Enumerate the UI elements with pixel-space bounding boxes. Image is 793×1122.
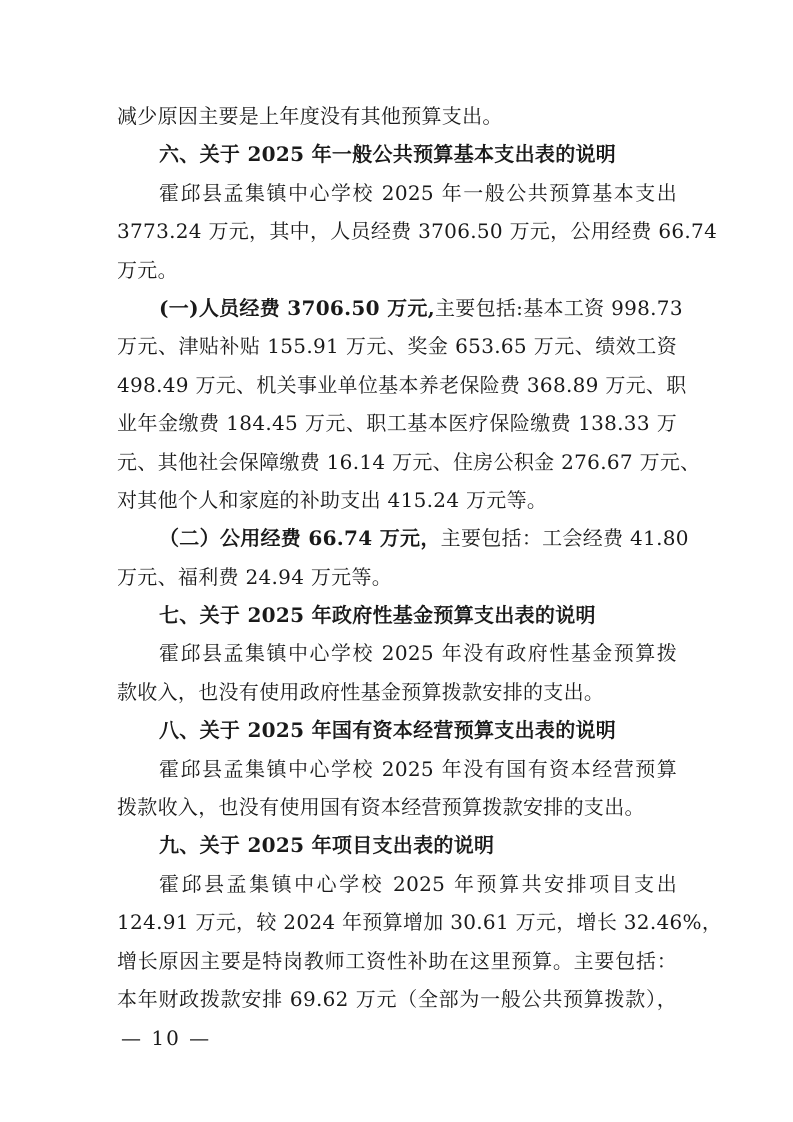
body-line: 拨款收入，也没有使用国有资本经营预算拨款安排的支出。 <box>117 795 645 820</box>
body-line: 对其他个人和家庭的补助支出 415.24 万元等。 <box>117 487 548 512</box>
body-line: 款收入，也没有使用政府性基金预算拨款安排的支出。 <box>117 679 605 704</box>
body-line: 3773.24 万元，其中，人员经费 3706.50 万元，公用经费 66.74 <box>117 219 718 244</box>
body-line: 霍邱县孟集镇中心学校 2025 年一般公共预算基本支出 <box>159 180 677 205</box>
subsection-label: (一)人员经费 3706.50 万元, <box>159 295 435 320</box>
body-line: 498.49 万元、机关事业单位基本养老保险费 368.89 万元、职 <box>117 372 687 397</box>
body-line <box>117 519 689 557</box>
body-line: 本年财政拨款安排 69.62 万元（全部为一般公共预算拨款）， <box>117 986 677 1011</box>
body-line: 霍邱县孟集镇中心学校 2025 年没有政府性基金预算拨 <box>159 641 677 666</box>
section-heading-8: 八、关于 2025 年国有资本经营预算支出表的说明 <box>159 718 617 743</box>
body-line: 万元。 <box>117 257 178 282</box>
page-number: — 10 — <box>121 1026 212 1050</box>
section-heading-9: 九、关于 2025 年项目支出表的说明 <box>159 833 495 858</box>
section-heading-7: 七、关于 2025 年政府性基金预算支出表的说明 <box>159 603 596 628</box>
body-line: 元、其他社会保障缴费 16.14 万元、住房公积金 276.67 万元、 <box>117 449 701 474</box>
body-text: 主要包括:基本工资 998.73 <box>434 295 683 320</box>
subsection-label: （二）公用经费 66.74 万元， <box>159 526 441 551</box>
body-line: 万元、福利费 24.94 万元等。 <box>117 564 393 589</box>
body-line <box>117 289 683 327</box>
body-line: 霍邱县孟集镇中心学校 2025 年预算共安排项目支出 <box>159 871 677 896</box>
body-line: 减少原因主要是上年度没有其他预算支出。 <box>117 104 503 128</box>
document-body <box>117 97 723 1018</box>
body-line: 业年金缴费 184.45 万元、职工基本医疗保险缴费 138.33 万 <box>117 411 677 436</box>
section-heading-6: 六、关于 2025 年一般公共预算基本支出表的说明 <box>159 142 617 167</box>
body-line: 增长原因主要是特岗教师工资性补助在这里预算。主要包括： <box>117 948 677 973</box>
body-text: 主要包括：工会经费 41.80 <box>440 526 689 551</box>
body-line: 124.91 万元，较 2024 年预算增加 30.61 万元，增长 32.46%， <box>117 910 723 935</box>
body-line: 万元、津贴补贴 155.91 万元、奖金 653.65 万元、绩效工资 <box>117 334 677 359</box>
body-line: 霍邱县孟集镇中心学校 2025 年没有国有资本经营预算 <box>159 756 677 781</box>
